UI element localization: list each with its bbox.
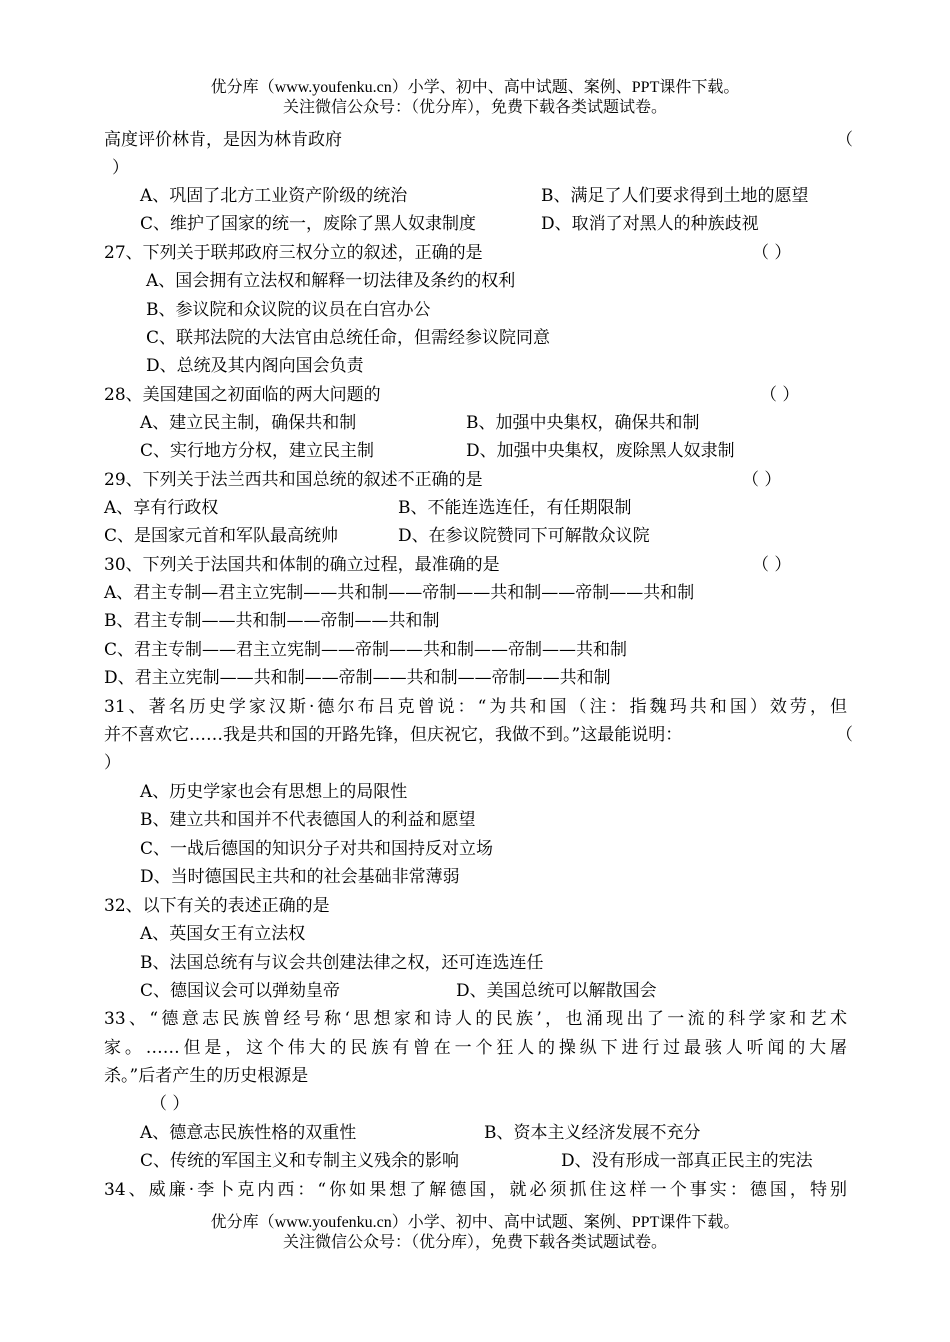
q31-option-b: B、建立共和国并不代表德国人的利益和愿望: [140, 810, 476, 830]
q33-line-2: 家。……但是，这个伟大的民族有曾在一个狂人的操纵下进行过最骇人听闻的大屠: [104, 1038, 847, 1058]
q33-option-a: A、德意志民族性格的双重性: [140, 1123, 357, 1143]
q29-option-b: B、不能连选连任，有任期限制: [398, 498, 632, 518]
q28-paren: （ ）: [760, 385, 800, 405]
q26-paren-close: ）: [112, 158, 129, 178]
q32-option-c: C、德国议会可以弹劾皇帝: [140, 981, 341, 1001]
q31-line-1: 31、著名历史学家汉斯·德尔布吕克曾说：“为共和国（注：指魏玛共和国）效劳，但: [104, 697, 847, 717]
q27-option-d: D、总统及其内阁向国会负责: [146, 356, 364, 376]
q31-option-c: C、一战后德国的知识分子对共和国持反对立场: [140, 839, 494, 859]
q33-line-3: 杀。”后者产生的历史根源是: [104, 1066, 309, 1086]
q32-option-b: B、法国总统有与议会共创建法律之权，还可连选连任: [140, 953, 544, 973]
q27-stem: 27、下列关于联邦政府三权分立的叙述，正确的是: [104, 243, 483, 263]
q26-stem: 高度评价林肯，是因为林肯政府: [104, 130, 342, 150]
header-line-2: 关注微信公众号：（优分库），免费下载各类试题试卷。: [282, 99, 667, 116]
q33-paren: （ ）: [150, 1094, 190, 1114]
q33-option-c: C、传统的军国主义和专制主义残余的影响: [140, 1151, 460, 1171]
header-line-1: 优分库（www.youfenku.cn）小学、初中、高中试题、案例、PPT课件下载。: [210, 79, 740, 96]
q33-line-1: 33、“德意志民族曾经号称‘思想家和诗人的民族’，也涌现出了一流的科学家和艺术: [104, 1009, 847, 1029]
q30-option-b: B、君主专制——共和制——帝制——共和制: [104, 611, 440, 631]
q31-option-a: A、历史学家也会有思想上的局限性: [140, 782, 408, 802]
q27-option-b: B、参议院和众议院的议员在白宫办公: [146, 300, 431, 320]
q31-paren-close: ）: [104, 753, 121, 773]
q30-stem: 30、下列关于法国共和体制的确立过程，最准确的是: [104, 555, 500, 575]
q31-paren-open: （: [836, 725, 853, 745]
q26-paren-open: （: [836, 130, 853, 150]
q26-option-c: C、维护了国家的统一，废除了黑人奴隶制度: [140, 214, 477, 234]
q28-option-d: D、加强中央集权，废除黑人奴隶制: [466, 441, 735, 461]
q32-option-a: A、英国女王有立法权: [140, 924, 306, 944]
q28-option-a: A、建立民主制，确保共和制: [140, 413, 357, 433]
q26-option-b: B、满足了人们要求得到土地的愿望: [541, 186, 809, 206]
q29-option-a: A、享有行政权: [104, 498, 219, 518]
q29-paren: （ ）: [742, 470, 782, 490]
q28-option-b: B、加强中央集权，确保共和制: [466, 413, 700, 433]
q29-option-d: D、在参议院赞同下可解散众议院: [398, 526, 650, 546]
q28-stem: 28、美国建国之初面临的两大问题的: [104, 385, 381, 405]
q30-paren: （ ）: [752, 555, 792, 575]
q27-option-a: A、国会拥有立法权和解释一切法律及条约的权利: [146, 271, 516, 291]
q29-option-c: C、是国家元首和军队最高统帅: [104, 526, 339, 546]
q26-option-d: D、取消了对黑人的种族歧视: [541, 214, 759, 234]
q27-paren: （ ）: [752, 243, 792, 263]
q32-option-d: D、美国总统可以解散国会: [456, 981, 657, 1001]
footer-line-2: 关注微信公众号：（优分库），免费下载各类试题试卷。: [282, 1234, 667, 1251]
q27-option-c: C、联邦法院的大法官由总统任命，但需经参议院同意: [146, 328, 551, 348]
q26-option-a: A、巩固了北方工业资产阶级的统治: [140, 186, 408, 206]
q30-option-c: C、君主专制——君主立宪制——帝制——共和制——帝制——共和制: [104, 640, 628, 660]
q30-option-a: A、君主专制—君主立宪制——共和制——帝制——共和制——帝制——共和制: [104, 583, 695, 603]
q33-option-b: B、资本主义经济发展不充分: [484, 1123, 701, 1143]
q28-option-c: C、实行地方分权，建立民主制: [140, 441, 375, 461]
q32-stem: 32、以下有关的表述正确的是: [104, 896, 330, 916]
q31-line-2: 并不喜欢它……我是共和国的开路先锋，但庆祝它，我做不到。”这最能说明：: [104, 725, 683, 745]
q30-option-d: D、君主立宪制——共和制——帝制——共和制——帝制——共和制: [104, 668, 611, 688]
q34-line-1: 34、威廉·李卜克内西：“你如果想了解德国，就必须抓住这样一个事实：德国，特别: [104, 1180, 847, 1200]
q31-option-d: D、当时德国民主共和的社会基础非常薄弱: [140, 867, 460, 887]
q29-stem: 29、下列关于法兰西共和国总统的叙述不正确的是: [104, 470, 483, 490]
footer-line-1: 优分库（www.youfenku.cn）小学、初中、高中试题、案例、PPT课件下载。: [210, 1214, 740, 1231]
q33-option-d: D、没有形成一部真正民主的宪法: [561, 1151, 813, 1171]
